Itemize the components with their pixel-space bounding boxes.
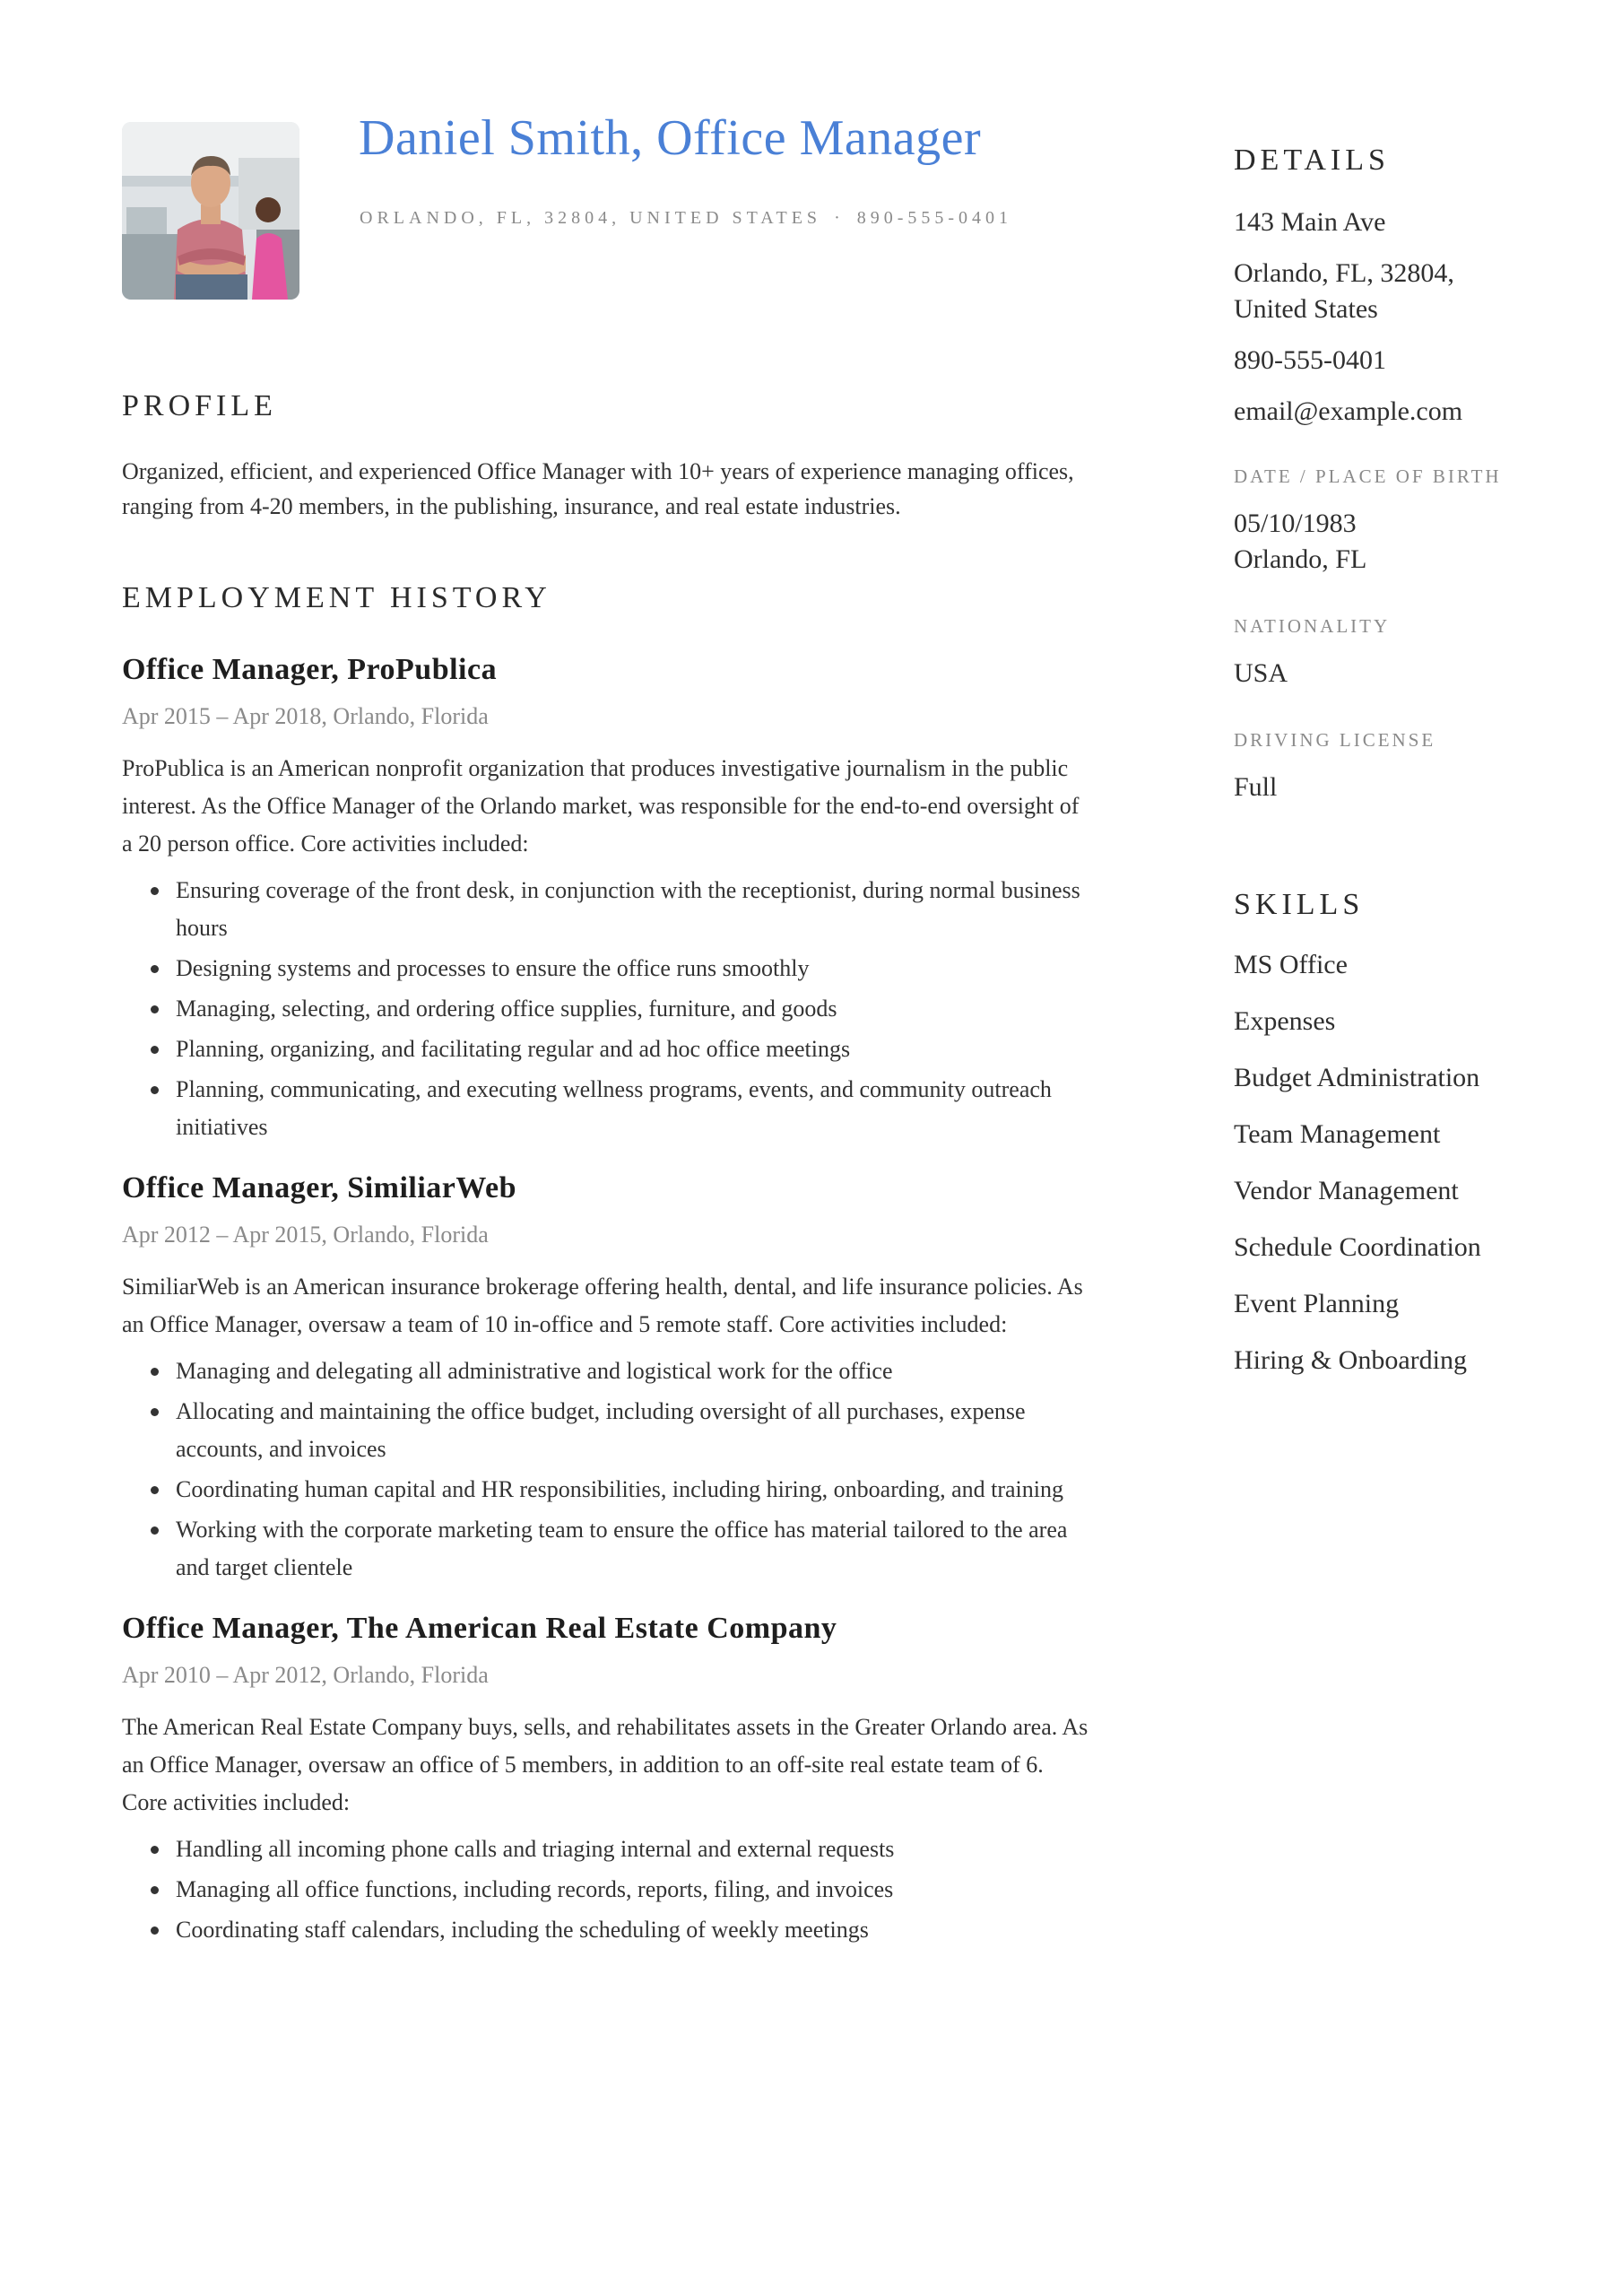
skill-item: Vendor Management — [1234, 1176, 1459, 1205]
job-dates: Apr 2015 – Apr 2018, Orlando, Florida — [122, 703, 489, 729]
job-bullet: Coordinating staff calendars, including the scheduling of weekly meetings — [122, 1911, 1090, 1949]
birth-date: 05/10/1983 — [1234, 509, 1357, 538]
job-bullet: Managing and delegating all administrative and logistical work for the office — [122, 1352, 1090, 1390]
birth-place: Orlando, FL — [1234, 544, 1367, 574]
header-location: ORLANDO, FL, 32804, UNITED STATES — [360, 208, 822, 228]
address-line-1: 143 Main Ave — [1234, 207, 1386, 237]
address-line-3: United States — [1234, 294, 1378, 324]
skill-item: Schedule Coordination — [1234, 1232, 1481, 1262]
job-bullet: Managing all office functions, including records, reports, filing, and invoices — [122, 1871, 1090, 1909]
profile-photo — [122, 122, 299, 300]
skill-item: Team Management — [1234, 1119, 1441, 1149]
profile-photo-image — [122, 122, 299, 300]
address-line-2: Orlando, FL, 32804, — [1234, 258, 1454, 288]
job-bullet: Allocating and maintaining the office budget, including oversight of all purchases, expense accounts, and invoices — [122, 1393, 1090, 1468]
job-entry — [122, 1612, 1090, 1949]
side-column — [1234, 144, 1557, 1399]
job-title: Office Manager, The American Real Estate Company — [122, 1612, 837, 1645]
main-column — [122, 389, 1090, 1952]
job-bullet: Coordinating human capital and HR responsibilities, including hiring, onboarding, and training — [122, 1471, 1090, 1509]
job-bullet: Planning, communicating, and executing wellness programs, events, and community outreach initiatives — [122, 1071, 1090, 1146]
job-bullet: Planning, organizing, and facilitating regular and ad hoc office meetings — [122, 1031, 1090, 1068]
job-entry — [122, 1171, 1090, 1587]
details-block — [1234, 204, 1557, 805]
profile-summary: Organized, efficient, and experienced Office Manager with 10+ years of experience managing offices, ranging from 4-20 members, in the publishing, insurance, and real estate industries. — [122, 458, 1074, 519]
details-heading: DETAILS — [1234, 144, 1390, 177]
license-label: DRIVING LICENSE — [1234, 729, 1436, 751]
birth-label: DATE / PLACE OF BIRTH — [1234, 465, 1502, 487]
nationality-value: USA — [1234, 658, 1288, 688]
job-dates: Apr 2012 – Apr 2015, Orlando, Florida — [122, 1222, 489, 1248]
job-bullets — [122, 1831, 1090, 1949]
job-bullets — [122, 1352, 1090, 1587]
skill-item: Event Planning — [1234, 1289, 1400, 1318]
nationality-label: NATIONALITY — [1234, 615, 1391, 637]
job-description: ProPublica is an American nonprofit organization that produces investigative journalism in the public interest. As the Office Manager of the Orlando market, was responsible for the end-to-end oversight of a 20 person office. Core activities included: — [122, 755, 1080, 857]
skill-item: Hiring & Onboarding — [1234, 1345, 1467, 1375]
header-separator: · — [834, 208, 845, 228]
employment-heading: EMPLOYMENT HISTORY — [122, 581, 551, 614]
header-phone: 890-555-0401 — [856, 208, 1013, 228]
job-title: Office Manager, ProPublica — [122, 653, 498, 686]
job-entry — [122, 653, 1090, 1146]
license-value: Full — [1234, 772, 1278, 802]
profile-heading: PROFILE — [122, 389, 277, 422]
job-description: The American Real Estate Company buys, sells, and rehabilitates assets in the Greater Orlando area. As an Office Manager, oversaw an office of 5 members, in addition to an off-site real estate team of 6. Core activities included: — [122, 1714, 1089, 1815]
job-bullet: Working with the corporate marketing team to ensure the office has material tailored to the area and target clientele — [122, 1511, 1090, 1587]
job-dates: Apr 2010 – Apr 2012, Orlando, Florida — [122, 1662, 489, 1688]
job-bullet: Ensuring coverage of the front desk, in conjunction with the receptionist, during normal business hours — [122, 872, 1090, 947]
details-email: email@example.com — [1234, 396, 1463, 426]
skill-item: MS Office — [1234, 950, 1348, 979]
skill-item: Budget Administration — [1234, 1063, 1480, 1092]
address-city-block — [1234, 256, 1557, 327]
job-bullets — [122, 872, 1090, 1146]
contact-line — [360, 208, 1012, 229]
skills-list — [1234, 947, 1557, 1378]
job-bullet: Handling all incoming phone calls and triaging internal and external requests — [122, 1831, 1090, 1868]
candidate-name: Daniel Smith, Office Manager — [359, 110, 982, 166]
skills-heading: SKILLS — [1234, 888, 1365, 921]
job-title: Office Manager, SimiliarWeb — [122, 1171, 517, 1205]
job-bullet: Managing, selecting, and ordering office supplies, furniture, and goods — [122, 990, 1090, 1028]
job-description: SimiliarWeb is an American insurance brokerage offering health, dental, and life insurance policies. As an Office Manager, oversaw a team of 10 in-office and 5 remote staff. Core activities included: — [122, 1274, 1083, 1337]
skill-item: Expenses — [1234, 1006, 1336, 1036]
job-bullet: Designing systems and processes to ensure the office runs smoothly — [122, 950, 1090, 987]
details-phone: 890-555-0401 — [1234, 345, 1386, 375]
